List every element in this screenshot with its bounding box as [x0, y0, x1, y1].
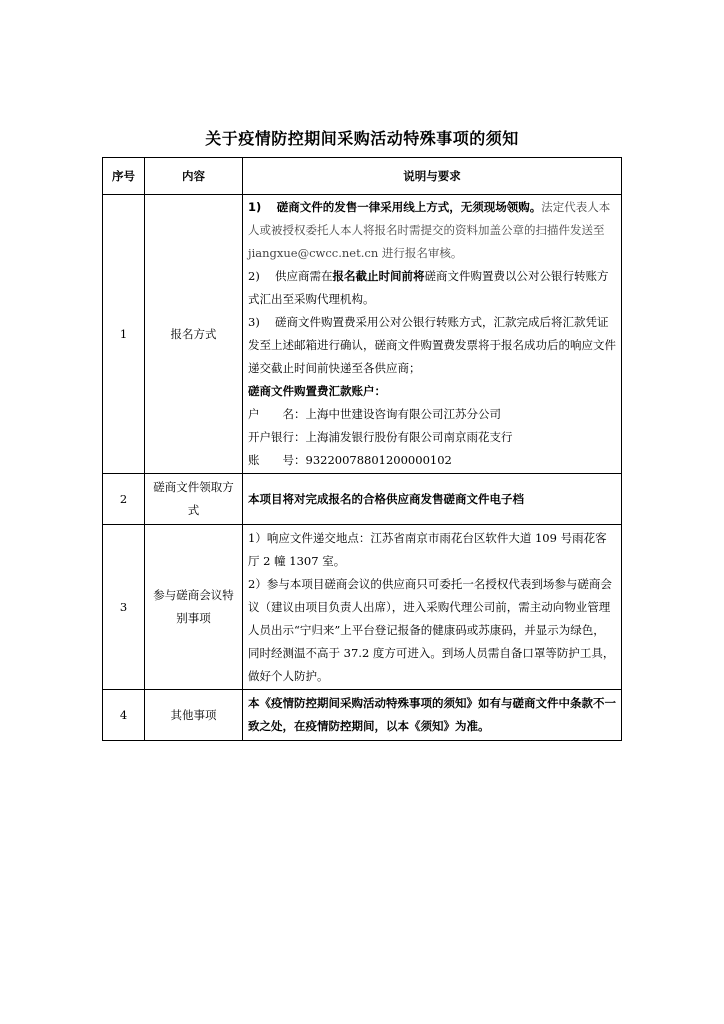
online-sale-bold: 1) 磋商文件的发售一律采用线上方式，无须现场领购。 [248, 200, 542, 214]
header-no: 序号 [103, 158, 145, 195]
row-number: 2 [103, 474, 145, 525]
row-description: 本项目将对完成报名的合格供应商发售磋商文件电子档 [243, 474, 622, 525]
row-number: 4 [103, 690, 145, 741]
notice-table [102, 157, 622, 741]
account-title: 磋商文件购置费汇款账户： [248, 384, 386, 398]
table-row [103, 690, 622, 741]
table-row [103, 474, 622, 525]
account-number: 账 号：93220078801200000102 [248, 453, 452, 467]
registration-text: 法定代表人本人或被授权委托人本人将报名时需提交的资料加盖公章的扫描件发送至 jiangxue@cwcc.net.cn 进行报名审核。 [248, 200, 611, 260]
document-title: 关于疫情防控期间采购活动特殊事项的须知 [205, 129, 519, 148]
row-content: 其他事项 [145, 690, 243, 741]
paragraph-1 [248, 196, 616, 265]
header-content: 内容 [145, 158, 243, 195]
row-content: 报名方式 [145, 195, 243, 474]
payment-text-a: 2) 供应商需在 [248, 269, 333, 283]
paragraph-1: 1）响应文件递交地点：江苏省南京市雨花台区软件大道 109 号雨花客厅 2 幢 1307 室。 [248, 530, 607, 568]
row-content: 参与磋商会议特别事项 [145, 525, 243, 690]
table-row [103, 525, 622, 690]
paragraph-2: 2）参与本项目磋商会议的供应商只可委托一名授权代表到场参与磋商会议（建议由项目负责人出席），进入采购代理公司前，需主动向物业管理人员出示“宁归来”上平台登记报备的健康码或苏康码，并显示为绿色，同时经测温不高于 37.2 度方可进入。到场人员需自备口罩等防护工具，做好个人防护。 [248, 576, 615, 683]
account-name: 户 名：上海中世建设咨询有限公司江苏分公司 [248, 407, 501, 421]
paragraph-2 [248, 265, 616, 311]
paragraph-3: 3) 磋商文件购置费采用公对公银行转账方式，汇款完成后将汇款凭证发至上述邮箱进行确认，磋商文件购置费发票将于报名成功后的响应文件递交截止时间前快递至各供应商； [248, 315, 616, 375]
row-description [243, 525, 622, 690]
table-header-row [103, 158, 622, 195]
table-row [103, 195, 622, 474]
payment-text-b: 磋商文件购置费以公对公银行转账方式汇出至采购代理机构。 [248, 269, 609, 306]
row-number: 3 [103, 525, 145, 690]
deadline-bold: 报名截止时间前将 [332, 269, 425, 283]
row-content: 磋商文件领取方式 [145, 474, 243, 525]
row-description: 本《疫情防控期间采购活动特殊事项的须知》如有与磋商文件中条款不一致之处，在疫情防控期间，以本《须知》为准。 [243, 690, 622, 741]
account-bank: 开户银行：上海浦发银行股份有限公司南京雨花支行 [248, 430, 513, 444]
row-description [243, 195, 622, 474]
header-description: 说明与要求 [243, 158, 622, 195]
row-number: 1 [103, 195, 145, 474]
